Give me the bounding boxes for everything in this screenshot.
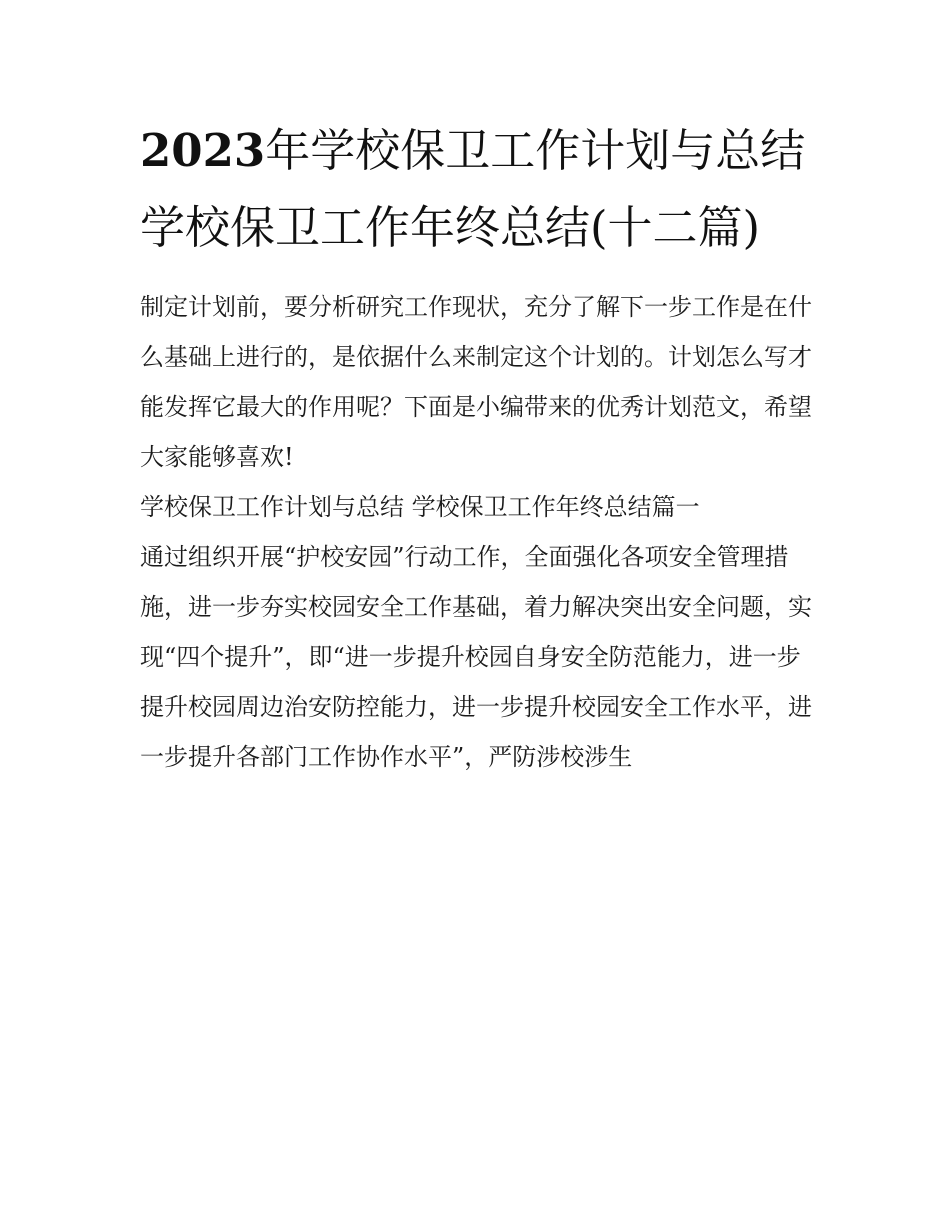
document-title — [140, 112, 815, 266]
document-content — [140, 112, 815, 782]
section-body-paragraph: 通过组织开展“护校安园”行动工作，全面强化各项安全管理措施，进一步夯实校园安全工作基础，着力解决突出安全问题，实现“四个提升”，即“进一步提升校园自身安全防范能力，进一步提升校园周边治安防控能力，进一步提升校园安全工作水平，进一步提升各部门工作协作水平”，严防涉校涉生 — [140, 543, 812, 771]
section-heading: 学校保卫工作计划与总结 学校保卫工作年终总结篇一 — [140, 493, 700, 521]
title-text: 年学校保卫工作计划与总结 学校保卫工作年终总结(十二篇) — [140, 124, 806, 254]
title-year: 2023 — [140, 124, 266, 177]
intro-paragraph: 制定计划前，要分析研究工作现状，充分了解下一步工作是在什么基础上进行的，是依据什么来制定这个计划的。计划怎么写才能发挥它最大的作用呢？下面是小编带来的优秀计划范文，希望大家能够喜欢! — [140, 293, 812, 471]
